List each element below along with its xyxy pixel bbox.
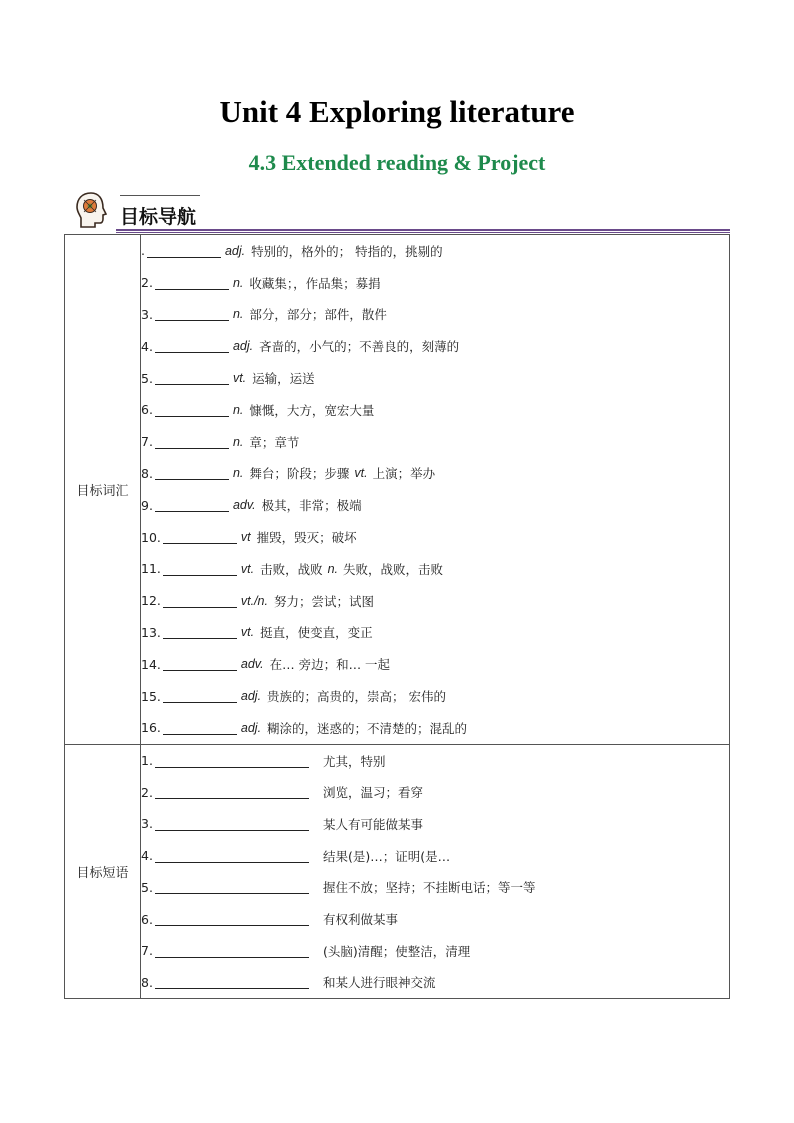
answer-blank[interactable] [163, 625, 237, 639]
item-meaning: 努力；尝试；试图 [273, 593, 374, 609]
item-number: 12. [141, 593, 161, 609]
part-of-speech: n. [232, 402, 244, 417]
section-divider-thin [116, 232, 730, 233]
item-number: 7. [141, 943, 153, 959]
item-number: 8. [141, 974, 153, 990]
item-number: 6. [141, 402, 153, 418]
item-meaning: 浏览，温习；看穿 [322, 785, 423, 801]
answer-blank[interactable] [155, 912, 309, 926]
vocab-item [141, 489, 729, 521]
second-meaning: 上演；举办 [372, 466, 436, 482]
item-number: 4. [141, 338, 153, 354]
item-number: . [141, 243, 145, 259]
answer-blank[interactable] [163, 689, 237, 703]
part-of-speech: n. [232, 466, 244, 481]
item-meaning: 运输，运送 [252, 371, 315, 387]
item-number: 13. [141, 624, 161, 640]
item-number: 2. [141, 784, 153, 800]
item-meaning: 极其，非常；极端 [261, 498, 362, 514]
part-of-speech: adv. [240, 657, 264, 672]
item-meaning: 收藏集；，作品集；募捐 [249, 275, 381, 291]
item-meaning: 特别的，格外的； 特指的，挑剔的 [251, 243, 443, 259]
item-number: 16. [141, 720, 161, 736]
vocab-item [141, 648, 729, 680]
answer-blank[interactable] [155, 371, 229, 385]
item-number: 11. [141, 561, 161, 577]
vocab-item [141, 521, 729, 553]
item-number: 3. [141, 816, 153, 832]
phrase-items-cell [141, 744, 730, 999]
item-number: 7. [141, 434, 153, 450]
vocab-item [141, 394, 729, 426]
answer-blank[interactable] [155, 975, 309, 989]
page-title: Unit 4 Exploring literature [219, 94, 575, 129]
item-number: 3. [141, 306, 153, 322]
item-meaning: 吝啬的，小气的；不善良的，刻薄的 [259, 339, 460, 355]
part-of-speech: vt. [240, 625, 255, 640]
part-of-speech: n. [232, 307, 244, 322]
head-brain-icon [74, 191, 108, 229]
vocab-item [141, 362, 729, 394]
vocab-item [141, 330, 729, 362]
item-meaning: 贵族的；高贵的，崇高； 宏伟的 [267, 689, 447, 705]
vocab-section [65, 235, 730, 745]
item-meaning: 章；章节 [249, 434, 300, 450]
item-number: 5. [141, 879, 153, 895]
item-meaning: (头脑)清醒；使整洁，清理 [322, 943, 471, 959]
answer-blank[interactable] [163, 721, 237, 735]
part-of-speech: adj. [240, 689, 262, 704]
item-meaning: 挺直，使变直，变正 [260, 625, 373, 641]
section-header [72, 188, 732, 234]
phrase-category-cell: 目标短语 [65, 744, 141, 999]
item-meaning: 糊涂的，迷惑的；不清楚的；混乱的 [267, 720, 468, 736]
phrase-item [141, 840, 729, 872]
item-number: 14. [141, 656, 161, 672]
part-of-speech: vt./n. [240, 593, 268, 608]
answer-blank[interactable] [163, 562, 237, 576]
part-of-speech: adj. [224, 243, 246, 258]
answer-blank[interactable] [163, 594, 237, 608]
item-meaning: 击败，战败 [260, 561, 323, 577]
part-of-speech: n. [232, 275, 244, 290]
page-subtitle: 4.3 Extended reading & Project [248, 150, 546, 175]
vocab-item [141, 585, 729, 617]
phrase-item [141, 872, 729, 904]
goals-table [64, 234, 730, 999]
item-meaning: 某人有可能做某事 [322, 816, 423, 832]
vocab-items-cell [141, 235, 730, 745]
answer-blank[interactable] [147, 244, 221, 258]
item-number: 15. [141, 688, 161, 704]
second-meaning: 失败，战败，击败 [343, 561, 444, 577]
phrase-item [141, 808, 729, 840]
answer-blank[interactable] [155, 403, 229, 417]
vocab-item [141, 426, 729, 458]
vocab-item [141, 299, 729, 331]
answer-blank[interactable] [155, 466, 229, 480]
answer-blank[interactable] [155, 435, 229, 449]
answer-blank[interactable] [155, 817, 309, 831]
answer-blank[interactable] [155, 849, 309, 863]
phrase-item [141, 935, 729, 967]
item-number: 6. [141, 911, 153, 927]
phrase-item [141, 903, 729, 935]
item-number: 4. [141, 848, 153, 864]
vocab-item [141, 680, 729, 712]
part-of-speech: vt [240, 530, 251, 545]
vocab-category-cell: 目标词汇 [65, 235, 141, 745]
item-number: 2. [141, 275, 153, 291]
part-of-speech: adj. [232, 339, 254, 354]
section-title: 目标导航 [120, 206, 197, 228]
answer-blank[interactable] [155, 754, 309, 768]
part-of-speech: vt. [240, 561, 255, 576]
vocab-item [141, 267, 729, 299]
section-top-rule [120, 195, 200, 196]
part-of-speech: adv. [232, 498, 256, 513]
item-number: 5. [141, 370, 153, 386]
part-of-speech: adj. [240, 720, 262, 735]
second-part-of-speech: vt. [354, 466, 368, 481]
answer-blank[interactable] [155, 498, 229, 512]
item-meaning: 握住不放；坚持；不挂断电话；等一等 [322, 880, 536, 896]
vocab-item [141, 617, 729, 649]
item-meaning: 有权利做某事 [322, 912, 398, 928]
vocab-item [141, 553, 729, 585]
item-meaning: 舞台；阶段；步骤 [249, 466, 350, 482]
item-meaning: 在… 旁边；和… 一起 [269, 657, 391, 673]
answer-blank[interactable] [155, 880, 309, 894]
answer-blank[interactable] [155, 339, 229, 353]
answer-blank[interactable] [163, 657, 237, 671]
phrase-item [141, 967, 729, 999]
item-meaning: 摧毁，毁灭；破坏 [256, 530, 357, 546]
answer-blank[interactable] [155, 276, 229, 290]
second-part-of-speech: n. [327, 561, 339, 576]
answer-blank[interactable] [155, 944, 309, 958]
part-of-speech: n. [232, 434, 244, 449]
part-of-speech: vt. [232, 371, 247, 386]
item-meaning: 尤其，特别 [322, 753, 386, 769]
item-number: 10. [141, 529, 161, 545]
item-number: 9. [141, 497, 153, 513]
phrase-section [65, 744, 730, 999]
item-meaning: 部分，部分；部件，散件 [249, 307, 387, 323]
answer-blank[interactable] [163, 530, 237, 544]
item-meaning: 结果(是)…；证明(是… [322, 848, 451, 864]
item-number: 1. [141, 753, 153, 769]
section-divider [116, 229, 730, 231]
answer-blank[interactable] [155, 307, 229, 321]
vocab-item [141, 458, 729, 490]
phrase-item [141, 776, 729, 808]
answer-blank[interactable] [155, 785, 309, 799]
vocab-item [141, 235, 729, 267]
item-meaning: 慷慨，大方，宽宏大量 [249, 402, 375, 418]
vocab-item [141, 712, 729, 744]
item-meaning: 和某人进行眼神交流 [322, 975, 436, 991]
phrase-item [141, 745, 729, 777]
item-number: 8. [141, 465, 153, 481]
